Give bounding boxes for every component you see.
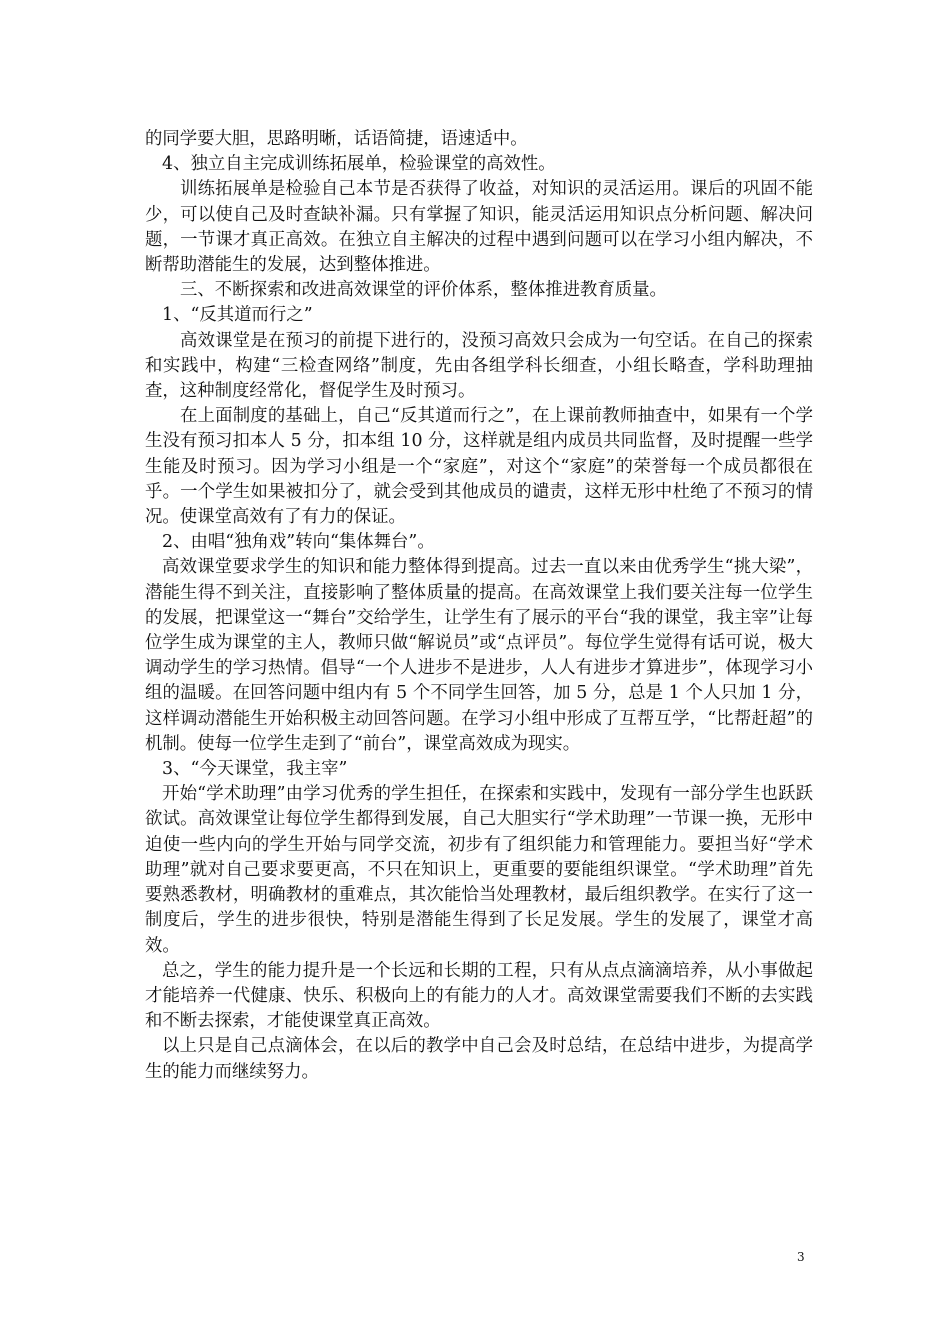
paragraph-2-heading: 4、独立自主完成训练拓展单，检验课堂的高效性。	[162, 154, 556, 175]
document-body	[145, 127, 813, 1085]
paragraph-3: 训练拓展单是检验自己本节是否获得了收益，对知识的灵活运用。课后的巩固不能少，可以使自己及时查缺补漏。只有掌握了知识，能灵活运用知识点分析问题、解决问题，一节课才真正高效。在独立自主解决的过程中遇到问题可以在学习小组内解决，不断帮助潜能生的发展，达到整体推进。	[145, 179, 813, 276]
paragraph-1: 的同学要大胆，思路明晰，话语简捷，语速适中。	[145, 129, 528, 149]
paragraph-11: 开始“学术助理”由学习优秀的学生担任，在探索和实践中，发现有一部分学生也跃跃欲试。高效课堂让每位学生都得到发展，自己大胆实行“学术助理”一节课一换，无形中迫使一些内向的学生开始与同学交流，初步有了组织能力和管理能力。要担当好“学术助理”就对自己要求要更高，不只在知识上，更重要的要能组织课堂。“学术助理”首先要熟悉教材，明确教材的重难点，其次能恰当处理教材，最后组织教学。在实行了这一制度后，学生的进步很快，特别是潜能生得到了长足发展。学生的发展了，课堂才高效。	[145, 784, 813, 956]
paragraph-9: 高效课堂要求学生的知识和能力整体得到提高。过去一直以来由优秀学生“挑大梁”，潜能生得不到关注，直接影响了整体质量的提高。在高效课堂上我们要关注每一位学生的发展，把课堂这一“舞台”交给学生，让学生有了展示的平台“我的课堂，我主宰”让每位学生成为课堂的主人，教师只做“解说员”或“点评员”。每位学生觉得有话可说，极大调动学生的学习热情。倡导“一个人进步不是进步，人人有进步才算进步”，体现学习小组的温暖。在回答问题中组内有 5 个不同学生回答，加 5 分，总是 1 个人只加 1 分，这样调动潜能生开始积极主动回答问题。在学习小组中形成了互帮互学，“比帮赶超”的机制。使每一位学生走到了“前台”，课堂高效成为现实。	[145, 557, 813, 754]
paragraph-4-section-heading: 三、不断探索和改进高效课堂的评价体系，整体推进教育质量。	[180, 280, 667, 301]
paragraph-5-heading: 1、“反其道而行之”	[162, 305, 313, 326]
paragraph-6: 高效课堂是在预习的前提下进行的，没预习高效只会成为一句空话。在自己的探索和实践中，构建“三检查网络”制度，先由各组学科长细查，小组长略查，学科助理抽查，这种制度经常化，督促学生及时预习。	[145, 330, 813, 402]
paragraph-13: 以上只是自己点滴体会，在以后的教学中自己会及时总结，在总结中进步，为提高学生的能力而继续努力。	[145, 1036, 813, 1082]
page-number: 3	[797, 1250, 805, 1264]
paragraph-7: 在上面制度的基础上，自己“反其道而行之”，在上课前教师抽查中，如果有一个学生没有预习扣本人 5 分，扣本组 10 分，这样就是组内成员共同监督，及时提醒一些学生能及时预习。因为学习小组是一个“家庭”，对这个“家庭”的荣誉每一个成员都很在乎。一个学生如果被扣分了，就会受到其他成员的谴责，这样无形中杜绝了不预习的情况。使课堂高效有了有力的保证。	[145, 406, 813, 528]
paragraph-12: 总之，学生的能力提升是一个长远和长期的工程，只有从点点滴滴培养，从小事做起才能培养一代健康、快乐、积极向上的有能力的人才。高效课堂需要我们不断的去实践和不断去探索，才能使课堂真正高效。	[145, 960, 813, 1032]
paragraph-8-heading: 2、由唱“独角戏”转向“集体舞台”。	[162, 532, 435, 553]
paragraph-10-heading: 3、“今天课堂，我主宰”	[162, 759, 348, 780]
